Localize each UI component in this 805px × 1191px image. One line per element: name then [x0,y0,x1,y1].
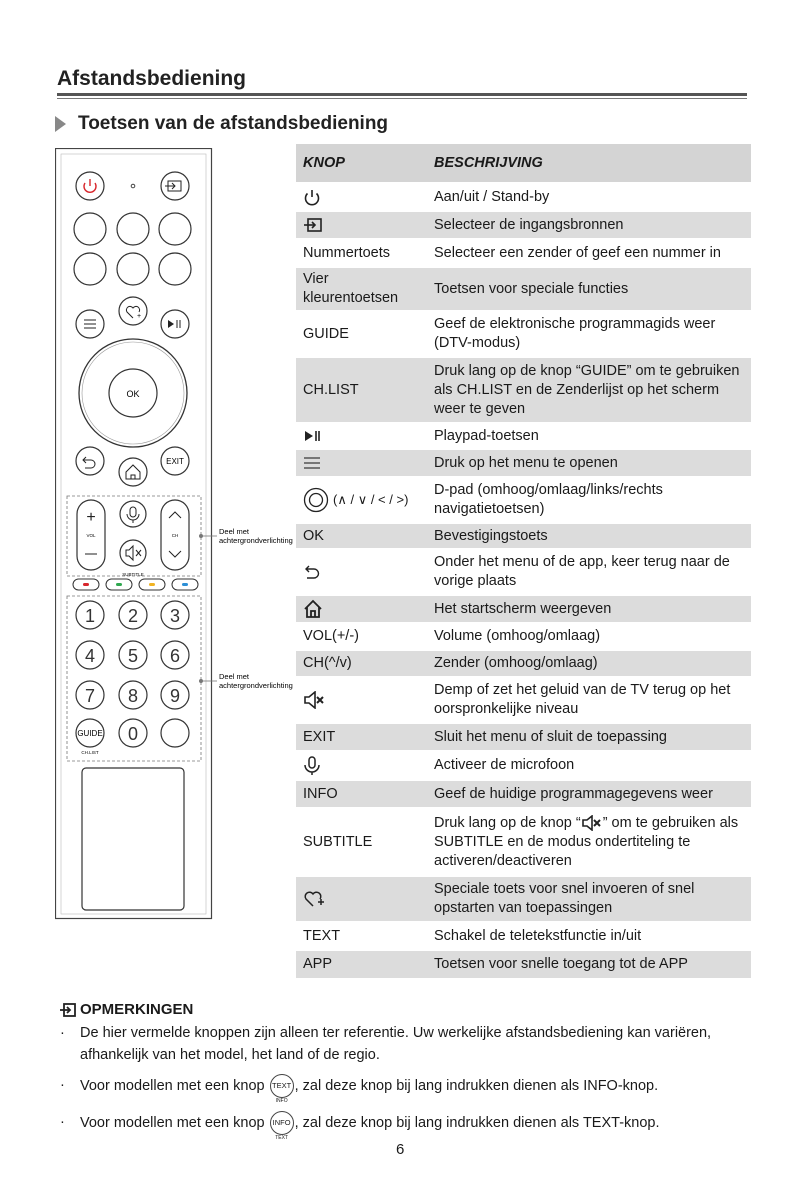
row-desc: Bevestigingstoets [427,523,751,549]
svg-text:+: + [137,313,142,320]
note2-pre: Voor modellen met een knop [80,1077,269,1094]
digit-7: 7 [84,686,96,706]
row-key: Vier kleurentoetsen [296,267,427,311]
notes-icon [60,1003,76,1017]
row-desc: Geef de elektronische programmagids weer (DTV-modus) [427,311,751,357]
bullet: · [60,1025,65,1041]
row-key: INFO [296,780,427,808]
table-row [296,239,751,267]
subtitle-desc-pre: Druk lang op de knop “ [434,814,581,831]
table-row [296,549,751,595]
table-row [296,477,751,523]
microphone-icon [303,756,321,776]
digit-2: 2 [127,606,139,626]
callout-1-line-2: achtergrondverlichting [219,536,293,545]
digit-4: 4 [84,646,96,666]
digit-1: 1 [84,606,96,626]
page-number: 6 [396,1141,405,1158]
table-row [296,751,751,780]
section-title: Toetsen van de afstandsbediening [78,113,389,134]
power-icon [303,188,321,206]
digit-6: 6 [169,646,181,666]
row-key: Nummertoets [296,239,427,267]
row-desc: Onder het menu of de app, keer terug naar de vorige plaats [427,549,751,595]
note3-post: , zal deze knop bij lang indrukken dienen als TEXT-knop. [294,1114,660,1131]
row-key: GUIDE [296,311,427,357]
row-desc: Playpad-toetsen [427,423,751,449]
table-row [296,677,751,723]
table-row [296,449,751,477]
row-desc: Speciale toets voor snel invoeren of snel opstarten van toepassingen [427,876,751,922]
table-row [296,523,751,549]
table-row [296,357,751,423]
row-desc: Selecteer een zender of geef een nummer in [427,239,751,267]
remote-chlist-label: CH.LIST [81,750,99,755]
callout-1-line-1: Deel met [219,527,250,536]
note-text: De hier vermelde knoppen zijn alleen ter referentie. Uw werkelijke afstandsbediening kan variëren, afhankelijk van het model, het land of de regio. [80,1025,712,1063]
button-table [296,144,751,978]
row-key: VOL(+/-) [296,623,427,650]
dpad-icon [303,487,329,513]
row-key: APP [296,950,427,978]
row-desc: Activeer de microfoon [427,751,751,780]
title-rule [57,93,747,96]
digit-8: 8 [127,686,139,706]
row-desc: Demp of zet het geluid van de TV terug op het oorspronkelijke niveau [427,677,751,723]
row-desc: Selecteer de ingangsbronnen [427,211,751,239]
row-desc: Volume (omhoog/omlaag) [427,623,751,650]
page-title: Afstandsbediening [57,67,247,90]
row-desc: Toetsen voor snelle toegang tot de APP [427,950,751,978]
table-row [296,922,751,950]
notes-heading: OPMERKINGEN [80,1001,194,1018]
row-key: TEXT [296,922,427,950]
table-row [296,650,751,677]
digit-9: 9 [169,686,181,706]
table-row [296,623,751,650]
table-row [296,211,751,239]
table-row [296,876,751,922]
row-desc: Geef de huidige programmagegevens weer [427,780,751,808]
digit-3: 3 [169,606,181,626]
row-desc: Schakel de teletekstfunctie in/uit [427,922,751,950]
bullet: · [60,1114,65,1130]
section-arrow-icon [55,116,66,132]
row-desc: D-pad (omhoog/omlaag/links/rechts navigatietoetsen) [427,477,751,523]
mute-icon-inline [581,815,603,831]
digit-0: 0 [127,724,139,744]
remote-vol-label: VOL [86,533,96,538]
remote-exit-label: EXIT [166,457,184,466]
remote-subtitle-label: SUBTITLE [122,572,144,577]
digit-5: 5 [127,646,139,666]
row-desc: Aan/uit / Stand-by [427,183,751,211]
table-row [296,423,751,449]
header-knop: KNOP [296,144,427,183]
row-key: EXIT [296,723,427,751]
table-row [296,267,751,311]
table-row [296,183,751,211]
row-key: CH.LIST [296,357,427,423]
mute-icon [303,691,325,709]
row-desc: Sluit het menu of sluit de toepassing [427,723,751,751]
row-key: (∧ / ∨ / < / >) [333,491,409,507]
table-row [296,780,751,808]
row-desc: Druk op het menu te openen [427,449,751,477]
text-button-icon: TEXT INFO [270,1074,294,1098]
input-source-icon [303,216,323,234]
row-desc: Toetsen voor speciale functies [427,267,751,311]
remote-body [56,149,212,919]
table-row [296,595,751,623]
table-row [296,311,751,357]
note3-pre: Voor modellen met een knop [80,1114,269,1131]
play-pause-icon [303,429,323,443]
header-beschrijving: BESCHRIJVING [427,144,751,183]
note2-post: , zal deze knop bij lang indrukken dienen als INFO-knop. [294,1077,659,1094]
row-key: CH(^/v) [296,650,427,677]
remote-ch-label: CH [171,533,179,538]
back-icon [303,563,321,581]
remote-illustration [55,148,295,928]
row-desc: Het startscherm weergeven [427,595,751,623]
favorite-app-icon [303,889,325,909]
info-button-icon: INFO TEXT [270,1111,294,1135]
row-key: OK [296,523,427,549]
table-row [296,808,751,876]
row-desc: Zender (omhoog/omlaag) [427,650,751,677]
title-rule-thin [57,98,747,99]
row-desc [427,808,751,876]
home-icon [303,599,323,619]
menu-icon [303,456,321,470]
row-key: SUBTITLE [296,808,427,876]
table-row [296,950,751,978]
table-row [296,723,751,751]
remote-ok-label: OK [126,389,140,399]
row-desc: Druk lang op de knop “GUIDE” om te gebruiken als CH.LIST en de Zenderlijst op het scherm weer te geven [427,357,751,423]
table-header [296,144,751,183]
svg-text:+: + [86,509,96,526]
callout-2-line-2: achtergrondverlichting [219,681,293,690]
bullet: · [60,1077,65,1093]
callout-2-line-1: Deel met [219,672,250,681]
remote-guide-label: GUIDE [77,729,103,738]
subtitle-desc-post: ” om te gebruiken als SUBTITLE en de modus ondertiteling te activeren/deactiveren [434,814,739,869]
